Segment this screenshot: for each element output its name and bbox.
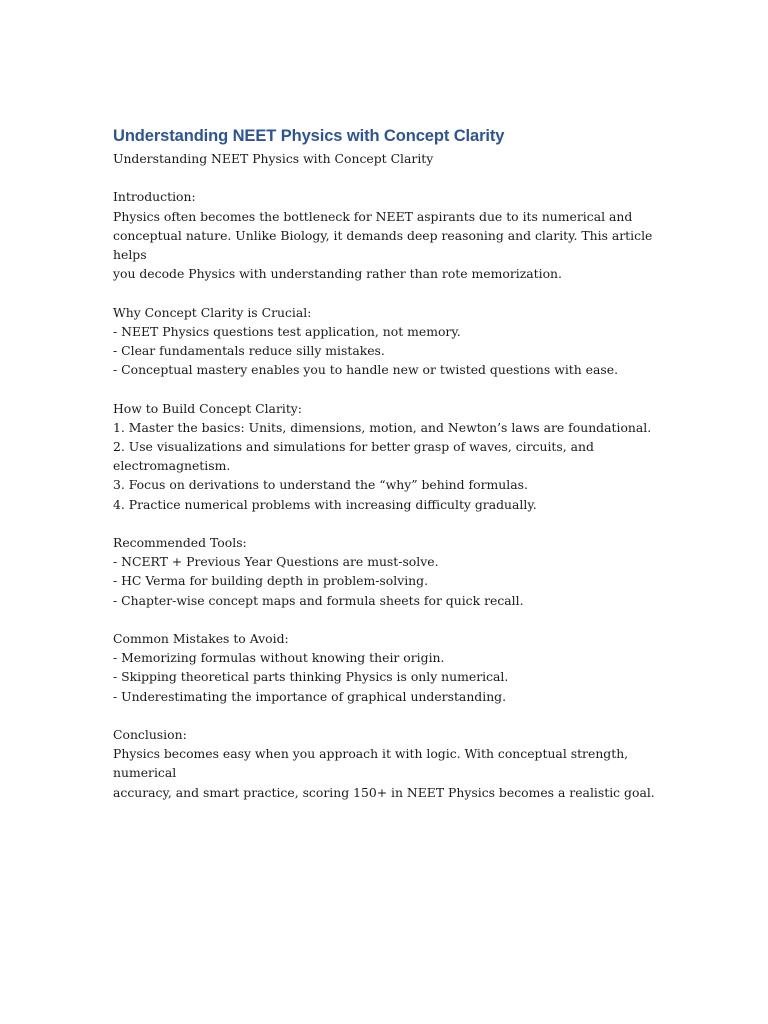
list-item: - Conceptual mastery enables you to handle new or twisted questions with ease. <box>113 362 619 378</box>
paragraph-gap <box>113 379 673 398</box>
list-item: - Memorizing formulas without knowing their origin. <box>113 650 445 666</box>
paragraph-gap <box>113 514 673 533</box>
section-heading: Conclusion: <box>113 727 187 742</box>
list-item: 2. Use visualizations and simulations for better grasp of waves, circuits, and <box>113 439 594 454</box>
section-how-to-build <box>113 399 673 514</box>
text-line: conceptual nature. Unlike Biology, it demands deep reasoning and clarity. This article helps <box>113 227 653 262</box>
paragraph-gap <box>113 706 673 725</box>
section-conclusion <box>113 725 673 802</box>
list-item: - Skipping theoretical parts thinking Physics is only numerical. <box>113 669 509 685</box>
text-line: accuracy, and smart practice, scoring 150+ in NEET Physics becomes a realistic goal. <box>113 784 655 800</box>
list-item: - NCERT + Previous Year Questions are must-solve. <box>113 554 439 570</box>
section-why-concept-clarity <box>113 303 673 380</box>
list-item: 3. Focus on derivations to understand the “why” behind formulas. <box>113 477 528 493</box>
list-item: - NEET Physics questions test application, not memory. <box>113 323 461 339</box>
text-line: Physics often becomes the bottleneck for NEET aspirants due to its numerical and <box>113 208 633 224</box>
list-item: - Underestimating the importance of graphical understanding. <box>113 688 507 704</box>
paragraph-gap <box>113 610 673 629</box>
section-heading: Introduction: <box>113 189 196 205</box>
list-item: - Clear fundamentals reduce silly mistakes. <box>113 343 385 358</box>
section-recommended-tools <box>113 533 673 610</box>
section-heading: Recommended Tools: <box>113 535 247 550</box>
paragraph-gap <box>113 168 673 187</box>
list-item: 1. Master the basics: Units, dimensions, motion, and Newton’s laws are foundational. <box>113 419 652 435</box>
section-heading: Common Mistakes to Avoid: <box>113 631 289 646</box>
section-heading: Why Concept Clarity is Crucial: <box>113 304 312 320</box>
document-page <box>113 124 673 802</box>
list-item: - HC Verma for building depth in problem-solving. <box>113 573 429 589</box>
document-subtitle: Understanding NEET Physics with Concept Clarity <box>113 151 434 166</box>
list-item: 4. Practice numerical problems with increasing difficulty gradually. <box>113 496 537 512</box>
section-common-mistakes <box>113 629 673 706</box>
list-item: - Chapter-wise concept maps and formula sheets for quick recall. <box>113 592 524 608</box>
document-title: Understanding NEET Physics with Concept Clarity <box>113 127 505 145</box>
section-heading: How to Build Concept Clarity: <box>113 400 302 416</box>
section-introduction <box>113 187 673 283</box>
paragraph-gap <box>113 283 673 302</box>
text-line: you decode Physics with understanding rather than rote memorization. <box>113 266 562 282</box>
text-line: Physics becomes easy when you approach it with logic. With conceptual strength, numerical <box>113 746 629 781</box>
list-item-continuation: electromagnetism. <box>113 458 231 474</box>
